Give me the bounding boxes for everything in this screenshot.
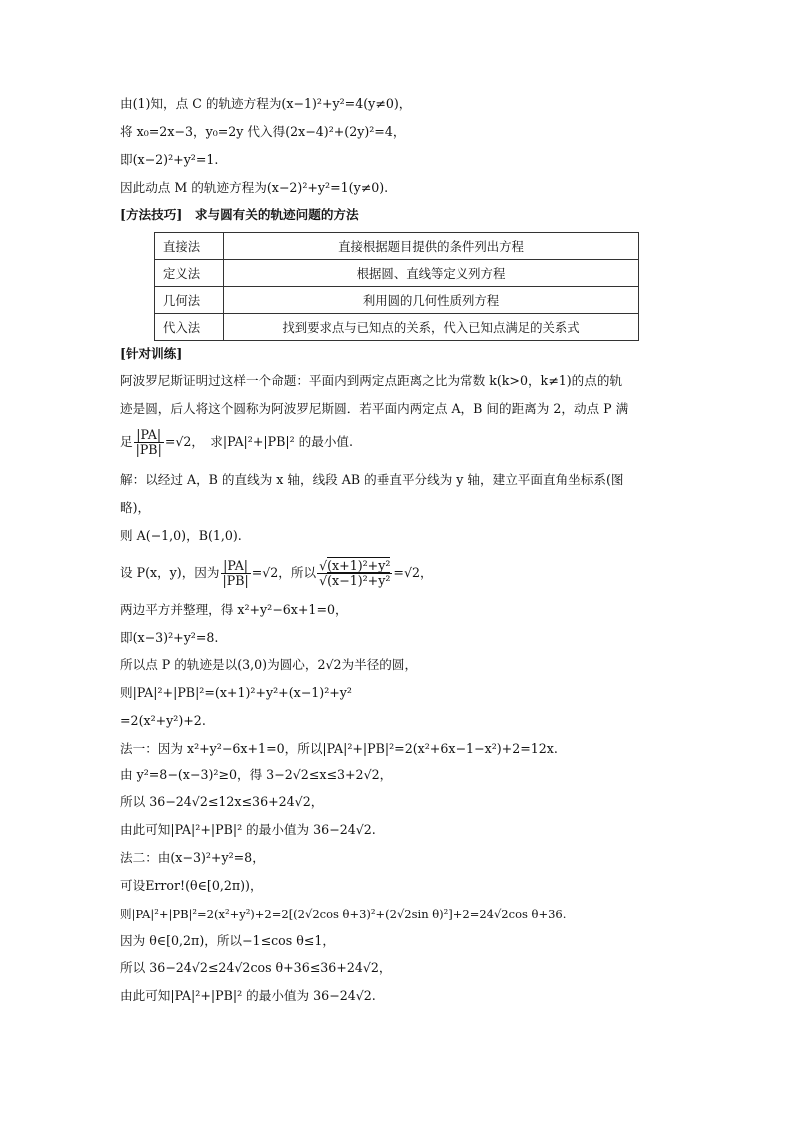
method-desc: 直接根据题目提供的条件列出方程 (224, 233, 639, 260)
text-line: 因此动点 M 的轨迹方程为(x−2)²+y²=1(y≠0). (120, 180, 389, 195)
text-fragment: 求|PA|²+|PB|² 的最小值. (210, 434, 354, 449)
fraction-denominator: |PB| (222, 573, 249, 588)
method-table (154, 232, 639, 341)
text-line: =2(x²+y²)+2. (120, 713, 206, 728)
table-row (155, 287, 639, 314)
fraction-numerator: |PA| (221, 559, 251, 574)
method-heading: [方法技巧] 求与圆有关的轨迹问题的方法 (120, 207, 359, 222)
text-line: 即(x−2)²+y²=1. (120, 152, 219, 167)
text-line: 由此可知|PA|²+|PB|² 的最小值为 36−24√2. (120, 988, 376, 1003)
text-fragment: 设 P(x，y)，因为 (120, 565, 220, 580)
radicand: (x+1)²+y² (327, 558, 391, 573)
text-line: 解：以经过 A，B 的直线为 x 轴，线段 AB 的垂直平分线为 y 轴，建立平面直角坐标系(图 (120, 472, 624, 487)
text-line (120, 426, 353, 458)
text-line: 由(1)知，点 C 的轨迹方程为(x−1)²+y²=4(y≠0)， (120, 96, 412, 111)
method-name: 定义法 (155, 260, 224, 287)
text-line: 迹是圆，后人将这个圆称为阿波罗尼斯圆．若平面内两定点 A，B 间的距离为 2，动点 P 满 (120, 401, 629, 416)
text-line: 则|PA|²+|PB|²=(x+1)²+y²+(x−1)²+y² (120, 685, 352, 700)
fraction-denominator: |PB| (135, 442, 162, 457)
text-line: 将 x₀=2x−3，y₀=2y 代入得(2x−4)²+(2y)²=4， (120, 124, 406, 139)
text-fragment: =√2， (164, 434, 198, 449)
text-line: 法二：由(x−3)²+y²=8， (120, 850, 265, 865)
method-desc: 找到要求点与已知点的关系，代入已知点满足的关系式 (224, 314, 639, 341)
text-line: 可设Error!(θ∈[0,2π))， (120, 878, 263, 893)
table-row (155, 260, 639, 287)
table-row (155, 233, 639, 260)
text-line: 则|PA|²+|PB|²=2(x²+y²)+2=2[(2√2cos θ+3)²+(2√2sin θ)²]+2=24√2cos θ+36. (120, 907, 567, 921)
table-row (155, 314, 639, 341)
text-line: 因为 θ∈[0,2π)，所以−1≤cos θ≤1， (120, 933, 335, 948)
fraction-numerator: √(x+1)²+y² (319, 558, 391, 573)
text-line: 由此可知|PA|²+|PB|² 的最小值为 36−24√2. (120, 822, 376, 837)
text-line: 所以 36−24√2≤12x≤36+24√2， (120, 794, 324, 809)
text-line: 由 y²=8−(x−3)²≥0，得 3−2√2≤x≤3+2√2， (120, 767, 393, 782)
fraction (134, 428, 164, 457)
fraction (317, 559, 392, 588)
text-line: 所以点 P 的轨迹是以(3,0)为圆心，2√2为半径的圆， (120, 657, 418, 672)
text-line: 所以 36−24√2≤24√2cos θ+36≤36+24√2， (120, 960, 392, 975)
method-desc: 利用圆的几何性质列方程 (224, 287, 639, 314)
text-line (120, 556, 433, 590)
fraction (221, 559, 251, 588)
text-line: 略)， (120, 500, 151, 515)
text-line: 阿波罗尼斯证明过这样一个命题：平面内到两定点距离之比为常数 k(k>0，k≠1)的点的轨 (120, 373, 623, 388)
practice-heading: [针对训练] (120, 346, 183, 361)
fraction-numerator: |PA| (134, 428, 164, 443)
text-line: 即(x−3)²+y²=8. (120, 630, 219, 645)
fraction-denominator: √(x−1)²+y² (319, 573, 391, 588)
method-desc: 根据圆、直线等定义列方程 (224, 260, 639, 287)
method-name: 几何法 (155, 287, 224, 314)
method-name: 代入法 (155, 314, 224, 341)
text-line: 法一：因为 x²+y²−6x+1=0，所以|PA|²+|PB|²=2(x²+6x−1−x²)+2=12x. (120, 741, 558, 756)
text-line: 两边平方并整理，得 x²+y²−6x+1=0， (120, 602, 348, 617)
method-name: 直接法 (155, 233, 224, 260)
text-fragment: 足 (120, 434, 133, 449)
text-fragment: =√2， (393, 565, 433, 580)
text-fragment: =√2，所以 (251, 565, 317, 580)
text-line: 则 A(−1,0)，B(1,0). (120, 528, 242, 543)
radicand: (x−1)²+y² (327, 573, 391, 588)
